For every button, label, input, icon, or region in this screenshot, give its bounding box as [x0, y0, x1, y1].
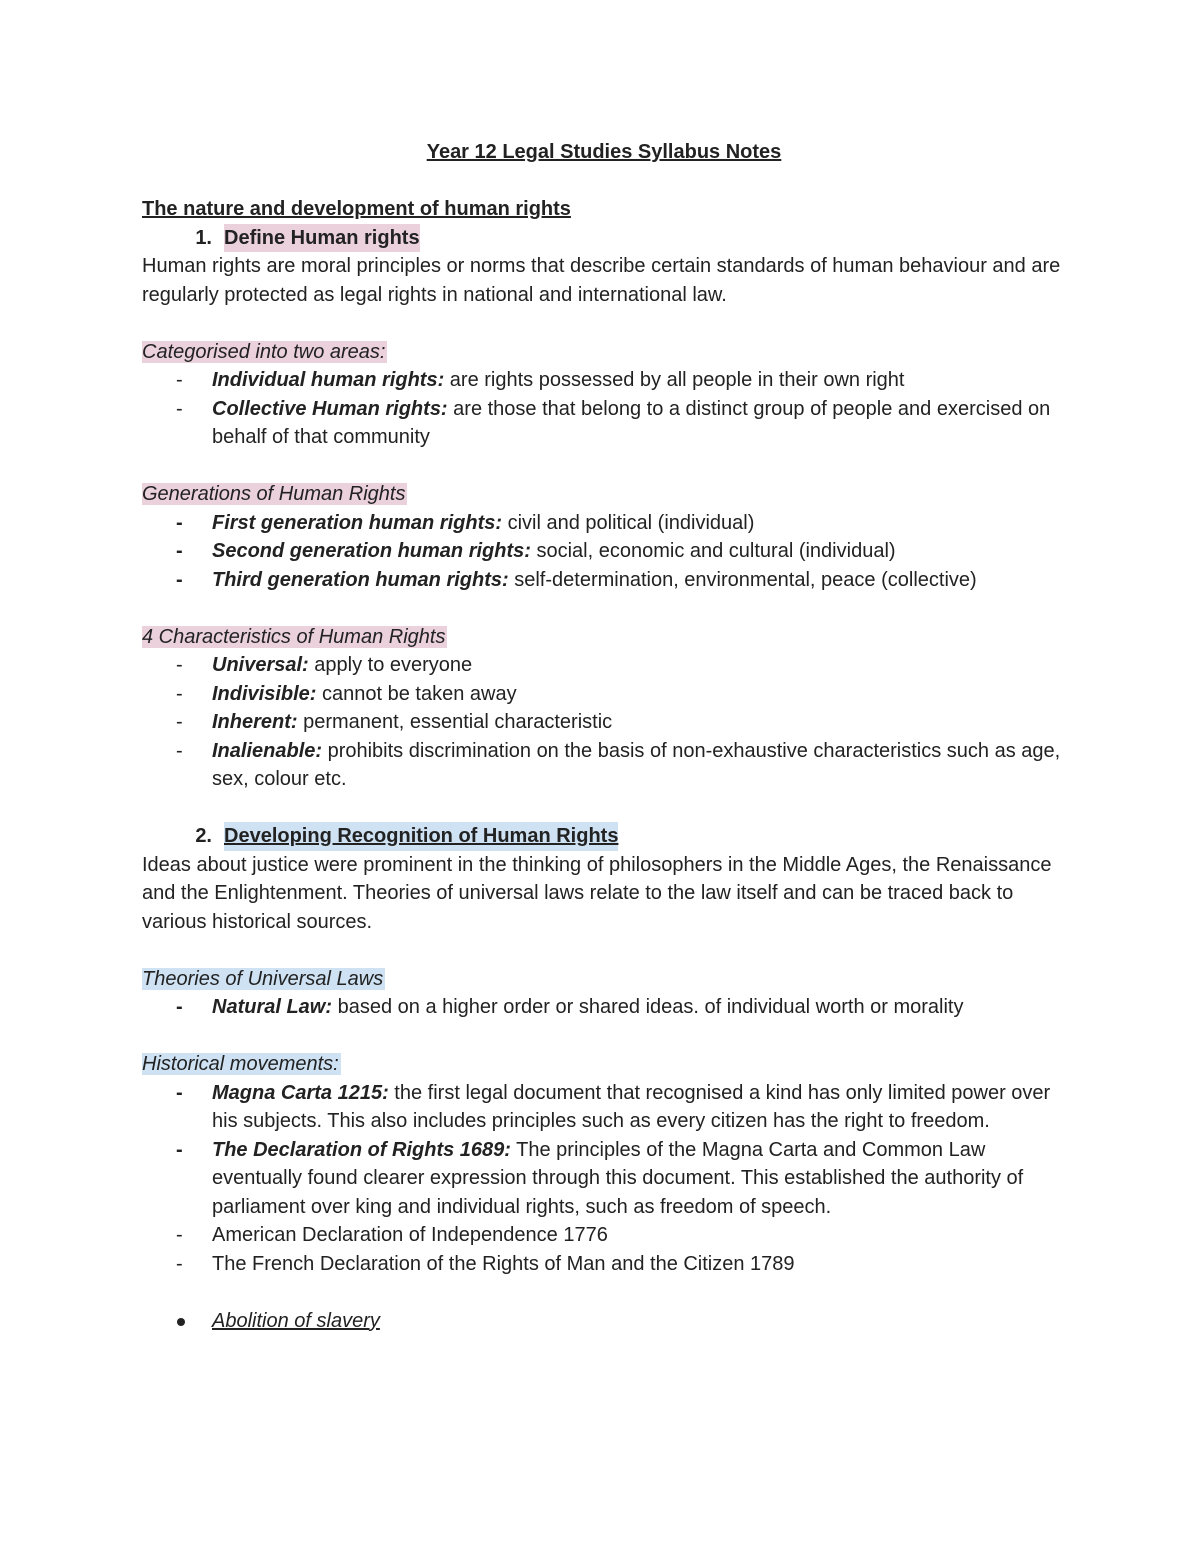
- item-label-developing-recognition: Developing Recognition of Human Rights: [224, 822, 618, 851]
- subheading-generations: [142, 480, 1062, 509]
- subheading-text: Theories of Universal Laws: [142, 967, 384, 990]
- description: The French Declaration of the Rights of Man and the Citizen 1789: [212, 1252, 795, 1275]
- dash-marker: -: [176, 1252, 183, 1275]
- list-item: [142, 1079, 1062, 1136]
- section-heading-nature: The nature and development of human rights: [142, 198, 571, 220]
- spacer: [142, 936, 1062, 965]
- list-item: [142, 737, 1062, 794]
- subheading-categorised: [142, 338, 1062, 367]
- dash-marker: -: [176, 540, 183, 562]
- list-item: [142, 708, 1062, 737]
- subheading-theories: [142, 965, 1062, 994]
- description: social, economic and cultural (individual): [530, 540, 896, 562]
- list-item: [142, 651, 1062, 680]
- spacer: [142, 309, 1062, 338]
- term: Individual human rights:: [212, 369, 445, 391]
- dash-marker: -: [176, 682, 183, 705]
- description: are those that belong to a distinct group of people and exercised on behalf of that community: [212, 397, 1051, 448]
- dash-marker: -: [176, 996, 183, 1018]
- term: Universal:: [212, 654, 309, 676]
- list-item: [142, 1136, 1062, 1222]
- bullet-dot-icon: [177, 1318, 185, 1326]
- categorised-list: [142, 366, 1062, 452]
- term: Inherent:: [212, 711, 298, 733]
- bullet-item-abolition: [142, 1307, 1062, 1336]
- term: Second generation human rights:: [212, 540, 531, 562]
- description: the first legal document that recognised a kind has only limited power over his subjects. This also includes principles such as every citizen has the right to freedom.: [212, 1081, 1051, 1132]
- description: based on a higher order or shared ideas. of individual worth or morality: [332, 996, 964, 1018]
- dash-marker: -: [176, 1138, 183, 1161]
- list-item: [142, 509, 1062, 538]
- subheading-text: Categorised into two areas:: [142, 340, 386, 363]
- dash-marker: -: [176, 711, 183, 733]
- subheading-text: Historical movements:: [142, 1053, 339, 1075]
- subheading-historical: [142, 1050, 1062, 1079]
- dash-marker: -: [176, 739, 183, 762]
- term: Magna Carta 1215:: [212, 1081, 389, 1104]
- list-item: [142, 993, 1062, 1022]
- definition-paragraph: Human rights are moral principles or norms that describe certain standards of human behaviour and are regularly protected as legal rights in national and international law.: [142, 255, 1061, 306]
- list-item: [142, 395, 1062, 452]
- list-item: [142, 1221, 1062, 1250]
- subheading-text: Generations of Human Rights: [142, 483, 406, 505]
- dash-marker: -: [176, 1081, 183, 1104]
- spacer: [142, 452, 1062, 481]
- description: permanent, essential characteristic: [297, 711, 613, 733]
- list-item: [142, 366, 1062, 395]
- numbered-item-1: [142, 224, 1062, 253]
- term: Inalienable:: [212, 739, 323, 762]
- term: Third generation human rights:: [212, 568, 509, 591]
- document-page: [142, 138, 1062, 1335]
- list-item: [142, 566, 1062, 595]
- term: First generation human rights:: [212, 511, 503, 534]
- dash-marker: -: [176, 1224, 183, 1246]
- spacer: [142, 1278, 1062, 1307]
- subheading-characteristics: [142, 623, 1062, 652]
- item-number: 2.: [195, 825, 212, 847]
- dash-marker: -: [176, 369, 183, 391]
- term: The Declaration of Rights 1689:: [212, 1138, 511, 1161]
- description: are rights possessed by all people in their own right: [444, 369, 905, 391]
- list-item: [142, 537, 1062, 566]
- spacer: [142, 167, 1062, 196]
- dash-marker: -: [176, 568, 183, 591]
- characteristics-list: [142, 651, 1062, 794]
- bullet-text: Abolition of slavery: [212, 1309, 380, 1332]
- numbered-item-2: [142, 822, 1062, 851]
- theories-list: [142, 993, 1062, 1022]
- spacer: [142, 794, 1062, 823]
- document-title: Year 12 Legal Studies Syllabus Notes: [426, 141, 782, 163]
- spacer: [142, 1022, 1062, 1051]
- term: Collective Human rights:: [212, 397, 448, 420]
- item-label-define-human-rights: Define Human rights: [224, 224, 420, 253]
- dash-marker: -: [176, 397, 183, 420]
- description: cannot be taken away: [316, 682, 517, 705]
- description: self-determination, environmental, peace (collective): [508, 568, 977, 591]
- generations-list: [142, 509, 1062, 595]
- spacer: [142, 594, 1062, 623]
- dash-marker: -: [176, 511, 183, 534]
- description: American Declaration of Independence 1776: [212, 1224, 608, 1246]
- item-number: 1.: [195, 226, 212, 249]
- description: civil and political (individual): [502, 511, 755, 534]
- historical-list: [142, 1079, 1062, 1279]
- subheading-text: 4 Characteristics of Human Rights: [142, 625, 446, 648]
- list-item: [142, 1250, 1062, 1279]
- description: apply to everyone: [308, 654, 473, 676]
- list-item: [142, 680, 1062, 709]
- description: The principles of the Magna Carta and Common Law eventually found clearer expression through this document. This established the authority of parliament over king and individual rights, such as freedom of speech.: [212, 1138, 1024, 1218]
- dash-marker: -: [176, 654, 183, 676]
- term: Natural Law:: [212, 996, 333, 1018]
- developing-paragraph: Ideas about justice were prominent in the thinking of philosophers in the Middle Ages, the Renaissance and the Enlightenment. Theories of universal laws relate to the law itself and can be traced back to various historical sources.: [142, 853, 1052, 933]
- term: Indivisible:: [212, 682, 317, 705]
- description: prohibits discrimination on the basis of non-exhaustive characteristics such as age, sex, colour etc.: [212, 739, 1061, 790]
